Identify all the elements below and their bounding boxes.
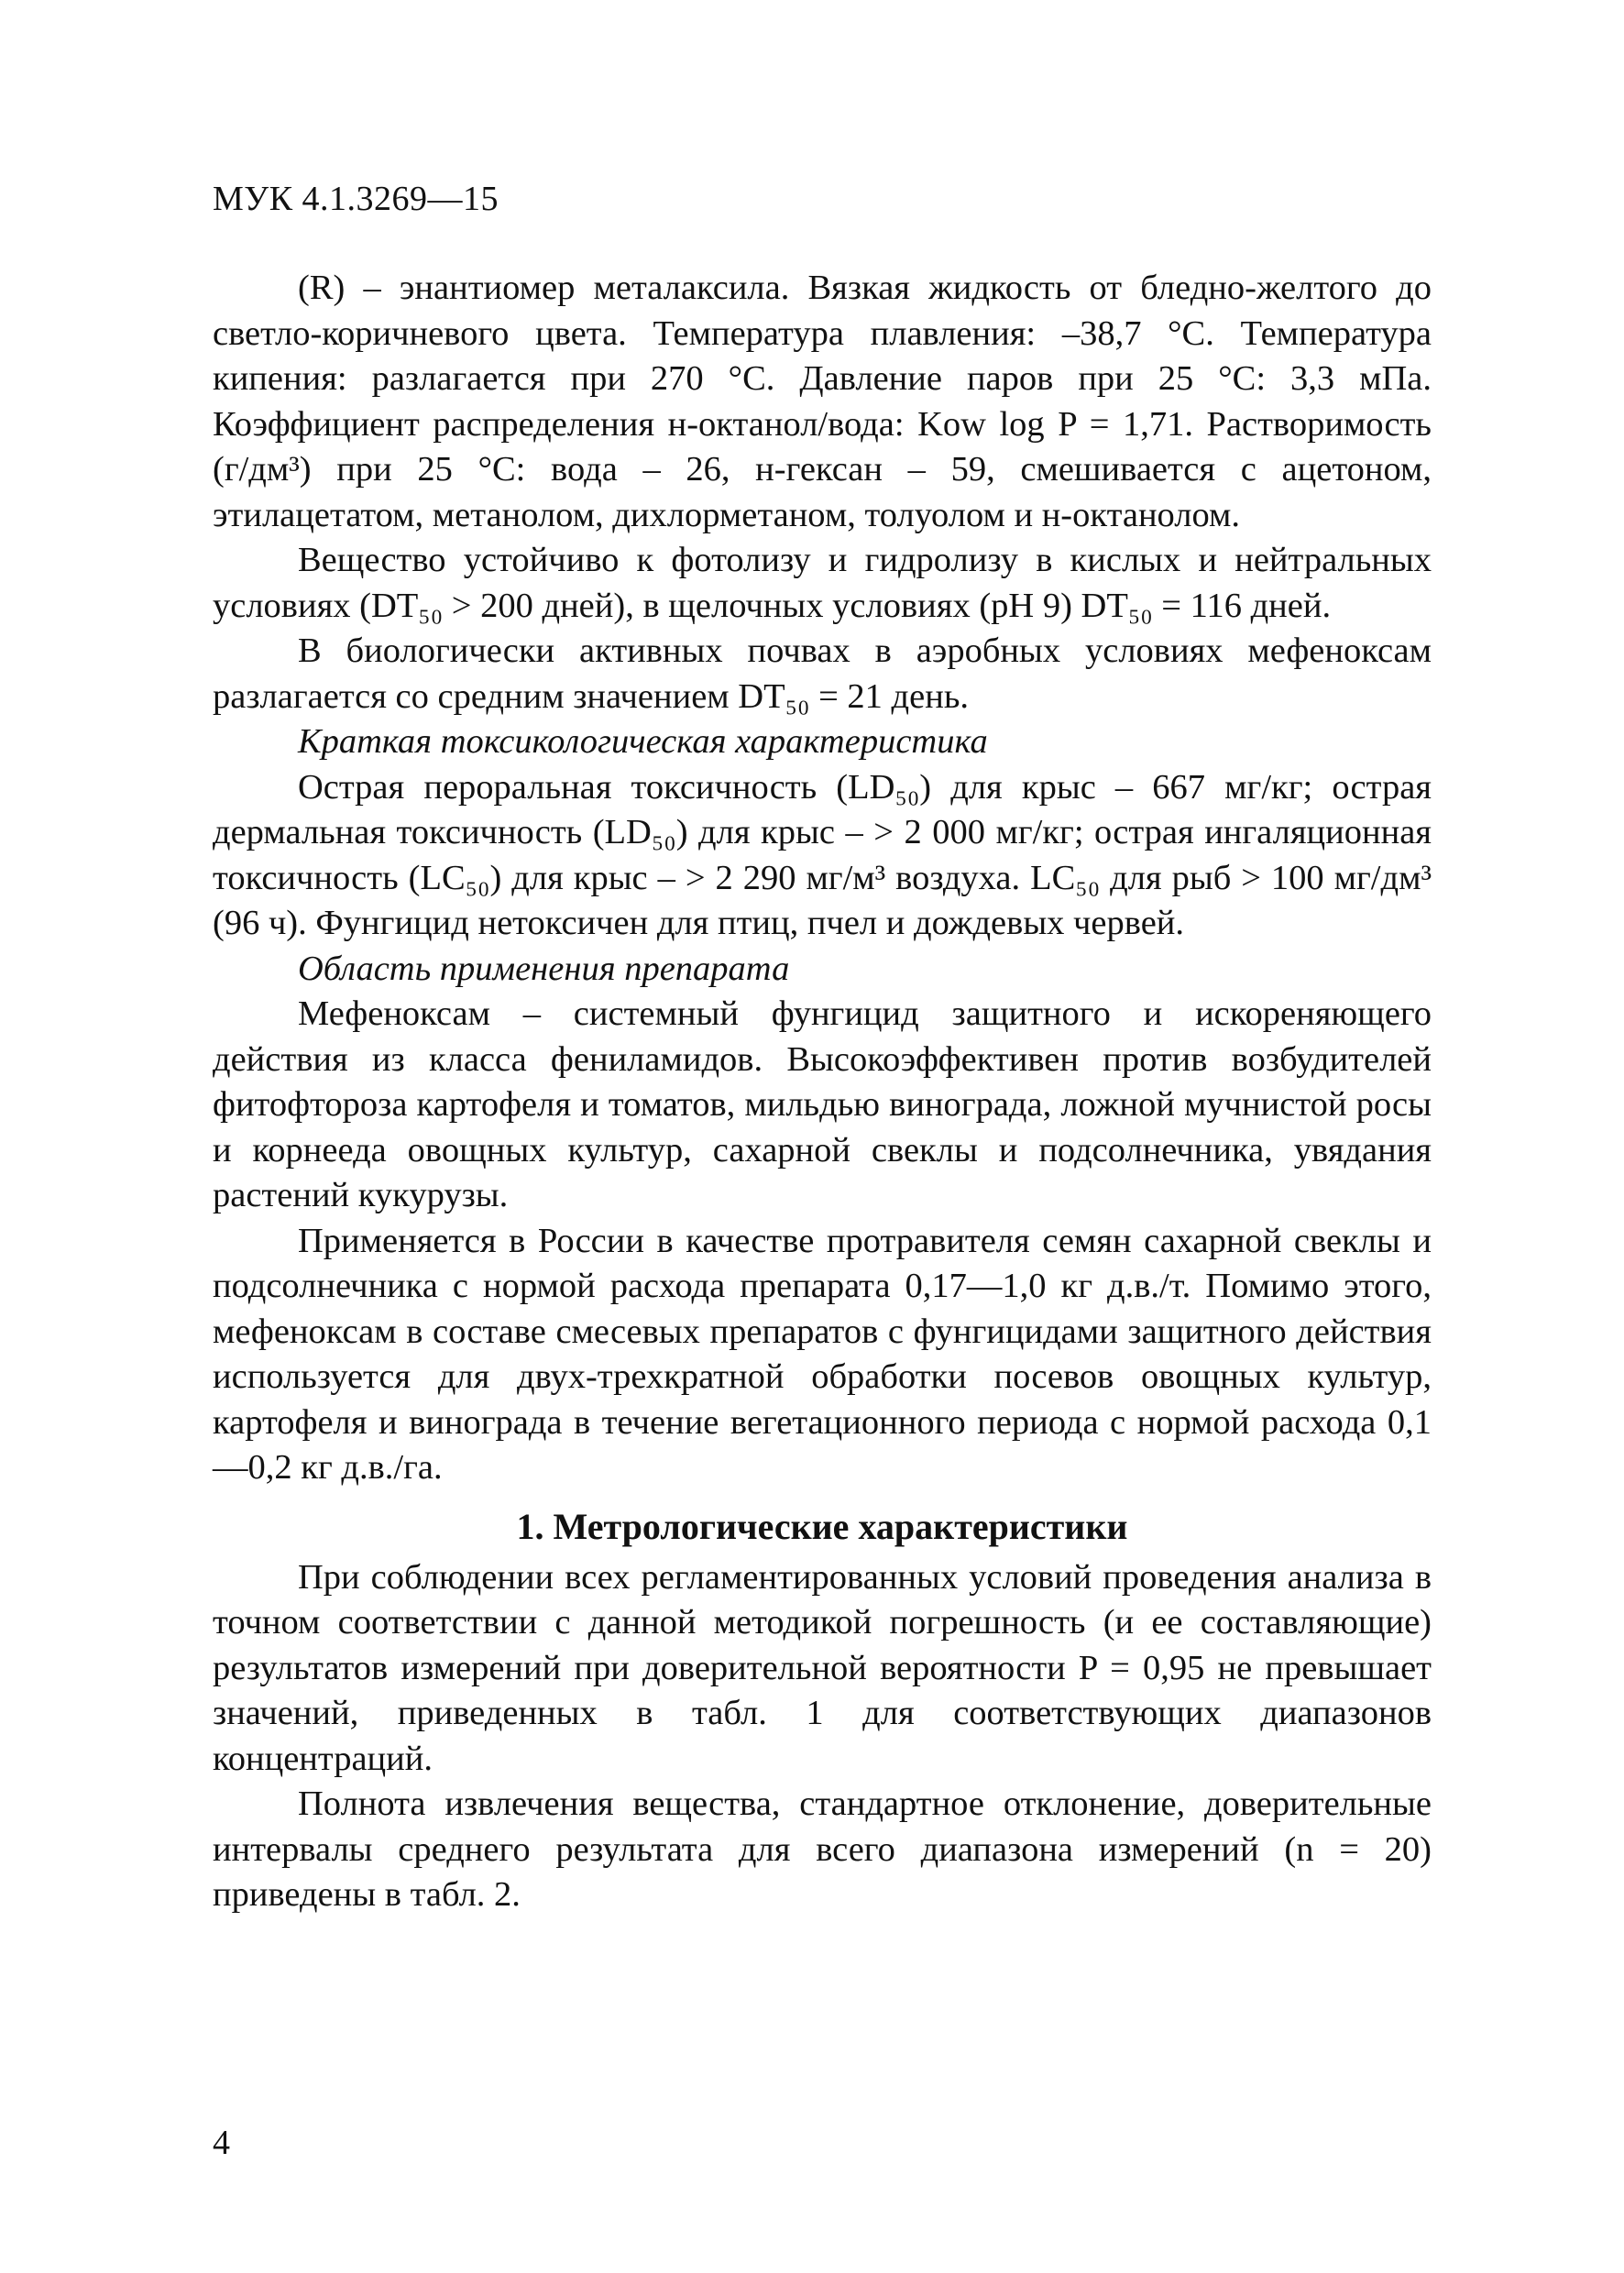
subheading-application: Область применения препарата xyxy=(298,949,790,988)
paragraph-extraction: Полнота извлечения вещества, стандартное отклонение, доверительные интервалы среднего результата для всего диапазона измерений (n = 20) приведены в табл. 2. xyxy=(213,1784,1432,1914)
paragraph-stability: Вещество устойчиво к фотолизу и гидролизу в кислых и нейтральных условиях (DT₅₀ > 200 дней), в щелочных условиях (pH 9) DT₅₀ = 116 дней. xyxy=(213,541,1432,625)
paragraph-toxicity: Острая пероральная токсичность (LD₅₀) для крыс – 667 мг/кг; острая дермальная токсичность (LD₅₀) для крыс – > 2 000 мг/кг; острая ингаляционная токсичность (LC₅₀) для крыс – > 2 290 мг/м³ воздуха. LC₅₀ для рыб > 100 мг/дм³ (96 ч). Фунгицид нетоксичен для птиц, пчел и дождевых червей. xyxy=(213,767,1432,942)
page-number: 4 xyxy=(213,2124,230,2162)
paragraph-properties: (R) – энантиомер металаксила. Вязкая жидкость от бледно-желтого до светло-коричневого цвета. Температура плавления: –38,7 °С. Температура кипения: разлагается при 270 °С. Давление паров при 25 °С: 3,3 мПа. Коэффициент распределения н-октанол/вода: Kow log P = 1,71. Растворимость (г/дм³) при 25 °С: вода – 26, н-гексан – 59, смешивается с ацетоном, этилацетатом, метанолом, дихлорметаном, толуолом и н-октанолом. xyxy=(213,269,1432,534)
document-body xyxy=(213,266,1432,1918)
document-code-header: МУК 4.1.3269—15 xyxy=(213,180,499,218)
paragraph-measurement-error: При соблюдении всех регламентированных условий проведения анализа в точном соответствии с данной методикой погрешность (и ее составляющие) результатов измерений при доверительной вероятности P = 0,95 не превышает значений, приведенных в табл. 1 для соответствующих диапазонов концентраций. xyxy=(213,1557,1432,1778)
paragraph-usage-russia: Применяется в России в качестве протравителя семян сахарной свеклы и подсолнечника с нормой расхода препарата 0,17—1,0 кг д.в./т. Помимо этого, мефеноксам в составе смесевых препаратов с фунгицидами защитного действия используется для двух-трехкратной обработки посевов овощных культур, картофеля и винограда в течение вегетационного периода с нормой расхода 0,1—0,2 кг д.в./га. xyxy=(213,1221,1432,1487)
paragraph-fungicide: Мефеноксам – системный фунгицид защитного и искореняющего действия из класса фениламидов. Высокоэффективен против возбудителей фитофтороза картофеля и томатов, мильдью винограда, ложной мучнистой росы и корнееда овощных культур, сахарной свеклы и подсолнечника, увядания растений кукурузы. xyxy=(213,994,1432,1214)
subheading-toxicology: Краткая токсикологическая характеристика xyxy=(298,722,988,761)
section-heading-metrology: 1. Метрологические характеристики xyxy=(516,1505,1128,1547)
paragraph-soil-degradation: В биологически активных почвах в аэробных условиях мефеноксам разлагается со средним значением DT₅₀ = 21 день. xyxy=(213,631,1432,716)
